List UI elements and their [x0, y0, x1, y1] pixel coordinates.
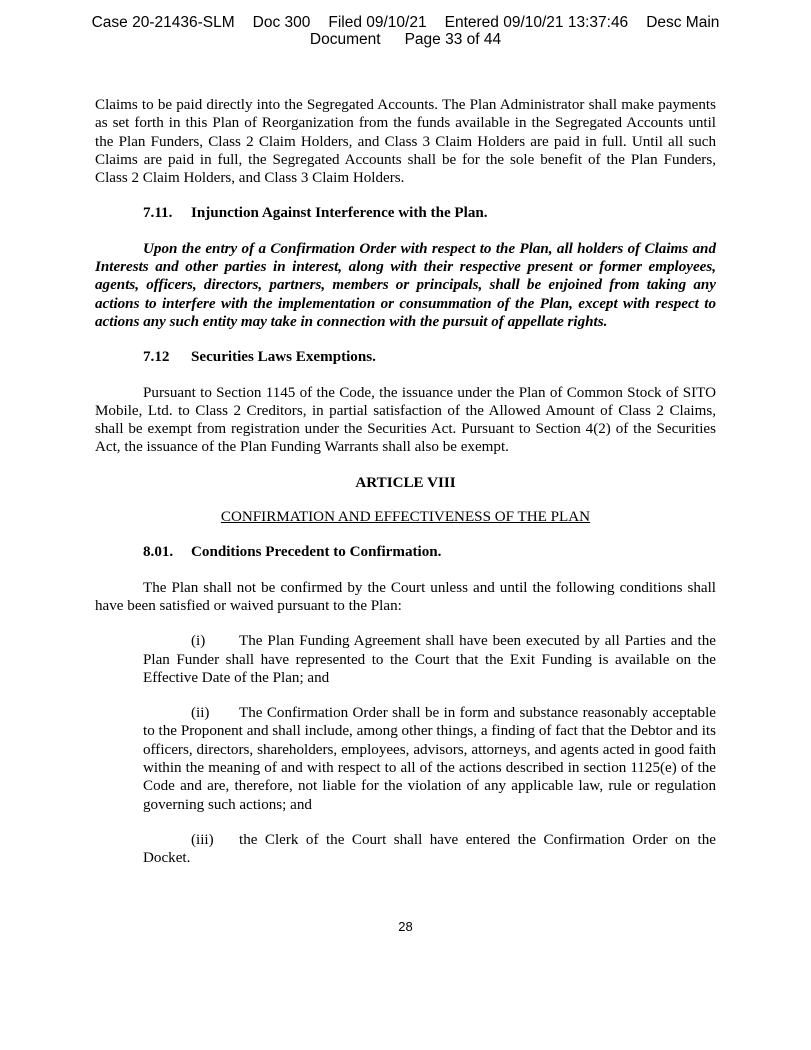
- section-title: Securities Laws Exemptions.: [191, 349, 376, 366]
- entered-date: Entered 09/10/21 13:37:46: [444, 14, 629, 31]
- item-number: (iii): [191, 831, 214, 848]
- filing-header-line1: [0, 14, 811, 31]
- filed-date: Filed 09/10/21: [328, 14, 427, 31]
- condition-item: [143, 704, 716, 814]
- condition-item: [143, 831, 716, 868]
- paragraph-segregated-accounts: Claims to be paid directly into the Segregated Accounts. The Plan Administrator shall make payments as set forth in this Plan of Reorganization from the funds available in the Segregated Accounts until the Plan Funders, Class 2 Claim Holders, and Class 3 Claim Holders are paid in full. Until all such Claims are paid in full, the Segregated Accounts shall be for the sole benefit of the Plan Funders, Class 2 Claim Holders, and Class 3 Claim Holders.: [95, 97, 716, 187]
- item-number: (ii): [191, 705, 210, 722]
- item-text: the Clerk of the Court shall have entered the Confirmation Order on the Docket.: [143, 831, 716, 867]
- filing-header-line2: [0, 31, 811, 48]
- section-title: Injunction Against Interference with the Plan.: [191, 205, 488, 222]
- section-7-11-body: Upon the entry of a Confirmation Order with respect to the Plan, all holders of Claims and Interests and other parties in interest, along with their respective present or former employees, agents, officers, directors, partners, members or principals, shall be enjoined from taking any actions to interfere with the implementation or consummation of the Plan, except with respect to actions any such entity may take in connection with the pursuit of appellate rights.: [95, 240, 716, 330]
- page-body: [95, 96, 716, 868]
- case-number: Case 20-21436-SLM: [91, 14, 235, 31]
- article-heading: ARTICLE VIII: [355, 474, 456, 491]
- document-label: Document: [309, 31, 381, 48]
- section-8-01-heading: [95, 543, 716, 561]
- section-7-12-heading: [95, 348, 716, 366]
- page-of-pages: Page 33 of 44: [404, 31, 502, 48]
- item-text: The Plan Funding Agreement shall have been executed by all Parties and the Plan Funder shall have represented to the Court that the Exit Funding is available on the Effective Date of the Plan; and: [143, 633, 716, 686]
- article-subtitle: CONFIRMATION AND EFFECTIVENESS OF THE PLAN: [220, 509, 591, 526]
- page-number: 28: [398, 919, 413, 934]
- section-number: 7.11.: [143, 205, 173, 222]
- section-number: 7.12: [143, 349, 170, 366]
- item-text: The Confirmation Order shall be in form and substance reasonably acceptable to the Proponent and shall include, among other things, a finding of fact that the Debtor and its officers, directors, shareholders, employees, advisors, attorneys, and agents acted in good faith within the meaning of and with respect to all of the actions described in section 1125(e) of the Code and are, therefore, not liable for the violation of any applicable law, rule or regulation governing such actions; and: [143, 705, 716, 813]
- condition-item: [143, 632, 716, 687]
- section-8-01-body: The Plan shall not be confirmed by the Court unless and until the following conditions shall have been satisfied or waived pursuant to the Plan:: [95, 579, 716, 614]
- item-number: (i): [191, 633, 206, 650]
- section-number: 8.01.: [143, 544, 174, 561]
- section-title: Conditions Precedent to Confirmation.: [191, 544, 442, 561]
- section-7-12-body: Pursuant to Section 1145 of the Code, the issuance under the Plan of Common Stock of SITO Mobile, Ltd. to Class 2 Creditors, in partial satisfaction of the Allowed Amount of Class 2 Claims, shall be exempt from registration under the Securities Act. Pursuant to Section 4(2) of the Securities Act, the issuance of the Plan Funding Warrants shall also be exempt.: [95, 384, 716, 456]
- section-7-11-heading: [95, 204, 716, 222]
- filing-header: [0, 14, 811, 48]
- doc-number: Doc 300: [252, 14, 311, 31]
- desc-label: Desc Main: [646, 14, 720, 31]
